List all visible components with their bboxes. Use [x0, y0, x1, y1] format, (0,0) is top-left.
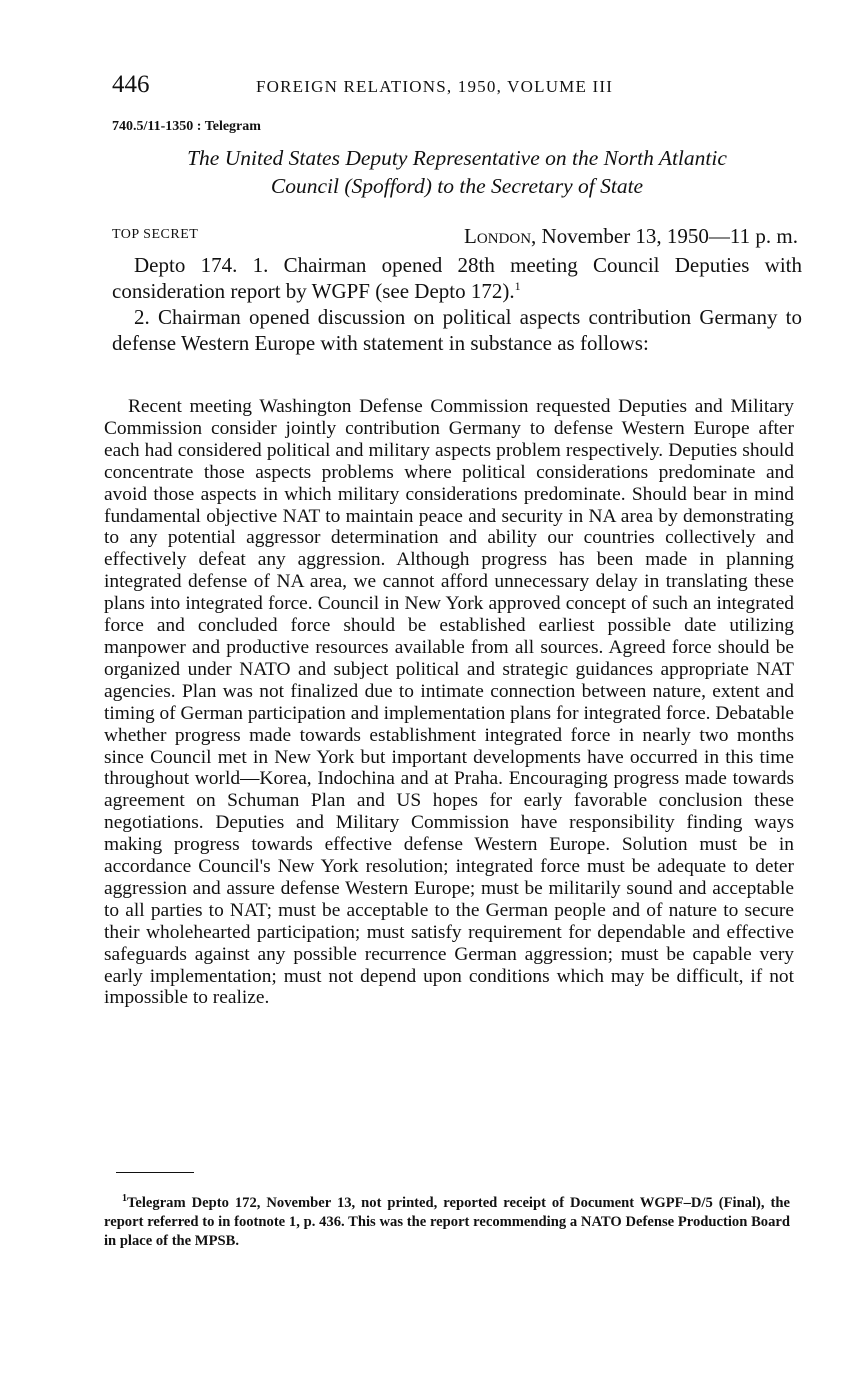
journal-title: FOREIGN RELATIONS, 1950, VOLUME III: [256, 77, 614, 96]
document-title-line-2: Council (Spofford) to the Secretary of State: [270, 174, 644, 198]
paragraph-1-text: Depto 174. 1. Chairman opened 28th meeting Council Deputies with consideration report by WGPF (see Depto 172).: [112, 253, 802, 303]
file-number: 740.5/11-1350 : Telegram: [112, 119, 261, 134]
running-head: [112, 70, 802, 102]
footnote-marker: 1: [122, 1193, 127, 1205]
dateline: [464, 222, 798, 250]
footnote-reference[interactable]: 1: [514, 279, 521, 293]
document-title-line-1: The United States Deputy Representative on the North Atlantic: [187, 146, 727, 170]
classification-label: TOP SECRET: [112, 227, 199, 242]
telegram-body: [112, 252, 802, 356]
paragraph-2: 2. Chairman opened discussion on political aspects contribution Germany to defense Western Europe with statement in substance as follows:: [112, 305, 802, 355]
dateline-row: [112, 222, 798, 252]
paragraph-1: [112, 252, 802, 304]
footnote-text: Telegram Depto 172, November 13, not printed, reported receipt of Document WGPF–D/5 (Final), the report referred to in footnote 1, p. 436. This was the report recommending a NATO Defense Production Board in place of the MPSB.: [104, 1195, 790, 1249]
page-number: 446: [112, 71, 150, 98]
chairman-statement: Recent meeting Washington Defense Commission requested Deputies and Military Commission consider jointly contribution Germany to defense Western Europe after each had considered political and military aspects problem respectively. Deputies should concentrate those aspects problems where political considerations predominate and avoid those aspects in which military considerations predominate. Should bear in mind fundamental objective NAT to maintain peace and security in NA area by demonstrating to any potential aggressor determination and ability our countries collectively and effectively defeat any aggression. Although progress has been made in planning integrated defense of NA area, we cannot afford unnecessary delay in translating these plans into integrated force. Council in New York approved concept of such an integrated force and concluded force should be established earliest possible date utilizing manpower and productive resources available from all sources. Agreed force should be organized under NATO and subject political and strategic guidances appropriate NAT agencies. Plan was not finalized due to intimate connection between nature, extent and timing of German participation and implementation plans for integrated force. Debatable whether progress made towards establishment integrated force in nearly two months since Council met in New York but important developments have occurred in this time throughout world—Korea, Indochina and at Praha. Encouraging progress made towards agreement on Schuman Plan and US hopes for early favorable conclusion these negotiations. Deputies and Military Commission have responsibility finding ways making progress towards effective defense Western Europe. Solution must be in accordance Council's New York resolution; integrated force must be adequate to deter aggression and assure defense Western Europe; must be militarily sound and acceptable to all parties to NAT; must be acceptable to the German people and of nature to secure their wholehearted participation; must satisfy requirement for dependable and effective safeguards against any possible recurrence German aggression; must be capable very early implementation; must not depend upon conditions which may be difficult, if not impossible to realize.: [104, 396, 794, 1009]
footnote-divider: [116, 1172, 194, 1173]
dateline-date: November 13, 1950—11 p. m.: [536, 224, 798, 248]
dateline-city: London,: [464, 224, 537, 248]
footnote: [104, 1194, 790, 1251]
document-title: [112, 144, 802, 200]
